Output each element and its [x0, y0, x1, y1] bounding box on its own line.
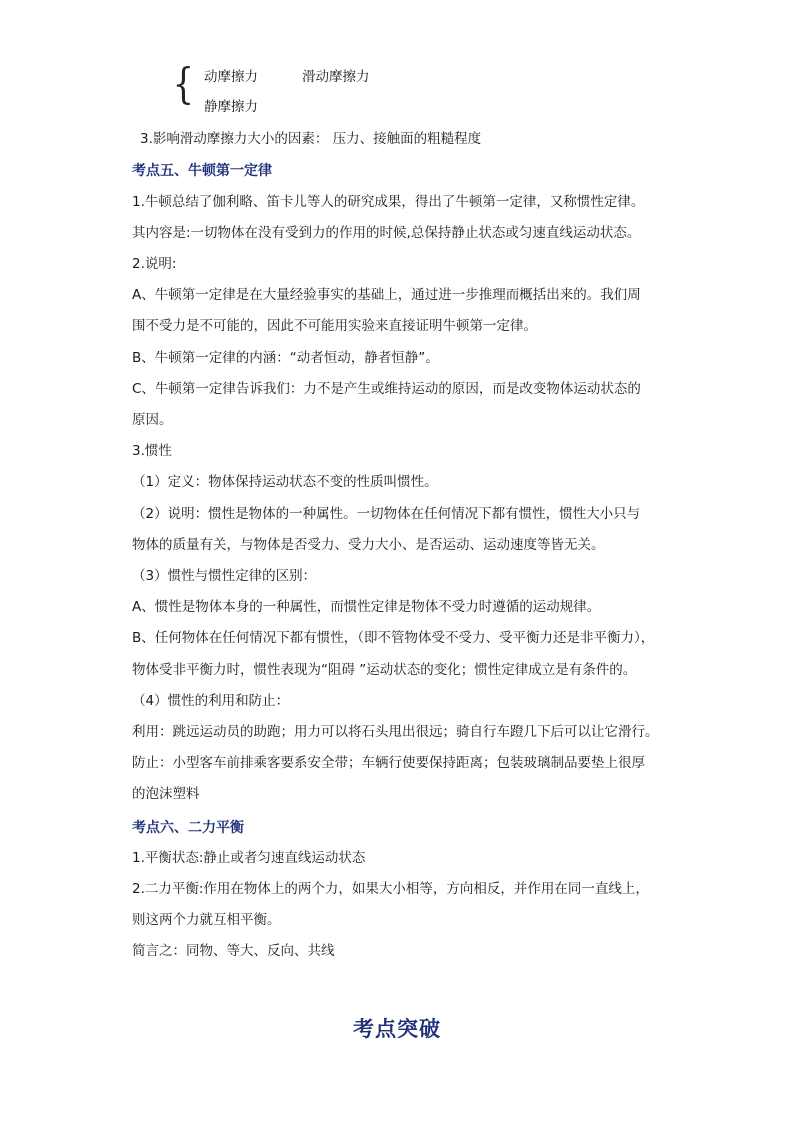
- section5-line: 3.惯性: [132, 443, 172, 459]
- section5-line: 物体受非平衡力时，惯性表现为“阻碍 ”运动状态的变化；惯性定律成立是有条件的。: [132, 662, 637, 678]
- section5-line: A、牛顿第一定律是在大量经验事实的基础上，通过进一步推理而概括出来的。我们周: [132, 287, 641, 303]
- curly-brace-icon: {: [172, 59, 195, 108]
- section5-line: 1.牛顿总结了伽利略、笛卡儿等人的研究成果，得出了牛顿第一定律，又称惯性定律。: [132, 194, 645, 210]
- section5-line: （2）说明：惯性是物体的一种属性。一切物体在任何情况下都有惯性，惯性大小只与: [132, 506, 641, 522]
- friction-type-sliding: 滑动摩擦力: [302, 69, 370, 85]
- section5-line: B、任何物体在任何情况下都有惯性，（即不管物体受不受力、受平衡力还是非平衡力），: [132, 630, 655, 646]
- section5-line: 物体的质量有关，与物体是否受力、受力大小、是否运动、运动速度等皆无关。: [132, 537, 605, 553]
- section5-line: 围不受力是不可能的，因此不可能用实验来直接证明牛顿第一定律。: [132, 318, 537, 334]
- section5-line: A、惯性是物体本身的一种属性，而惯性定律是物体不受力时遵循的运动规律。: [132, 599, 601, 615]
- section5-line: 的泡沫塑料: [132, 786, 200, 802]
- breakthrough-title: 考点突破: [353, 1016, 441, 1041]
- friction-factors: 3.影响滑动摩擦力大小的因素： 压力、接触面的粗糙程度: [140, 131, 482, 147]
- section5-line: 利用：跳远运动员的助跑；用力可以将石头甩出很远；骑自行车蹬几下后可以让它滑行。: [132, 724, 659, 740]
- section6-line: 简言之：同物、等大、反向、共线: [132, 943, 335, 959]
- section5-line: 2.说明:: [132, 256, 177, 272]
- section5-line: B、牛顿第一定律的内涵：“动者恒动，静者恒静”。: [132, 350, 439, 366]
- section5-line: （1）定义：物体保持运动状态不变的性质叫惯性。: [132, 474, 438, 490]
- section5-line: （3）惯性与惯性定律的区别：: [132, 568, 317, 584]
- section5-line: C、牛顿第一定律告诉我们：力不是产生或维持运动的原因，而是改变物体运动状态的: [132, 381, 641, 397]
- section5-heading: 考点五、牛顿第一定律: [132, 163, 272, 179]
- friction-type-static: 静摩擦力: [204, 99, 258, 115]
- section5-line: 原因。: [132, 412, 173, 428]
- section6-heading: 考点六、二力平衡: [132, 820, 244, 836]
- friction-type-dynamic: 动摩擦力: [204, 69, 258, 85]
- section6-line: 则这两个力就互相平衡。: [132, 912, 281, 928]
- section5-line: （4）惯性的利用和防止：: [132, 693, 290, 709]
- section5-line: 其内容是:一切物体在没有受到力的作用的时候,总保持静止状态或匀速直线运动状态。: [132, 225, 641, 241]
- section6-line: 2.二力平衡:作用在物体上的两个力，如果大小相等，方向相反，并作用在同一直线上，: [132, 881, 649, 897]
- section6-line: 1.平衡状态:静止或者匀速直线运动状态: [132, 850, 366, 866]
- section5-line: 防止：小型客车前排乘客要系安全带；车辆行使要保持距离；包装玻璃制品要垫上很厚: [132, 755, 645, 771]
